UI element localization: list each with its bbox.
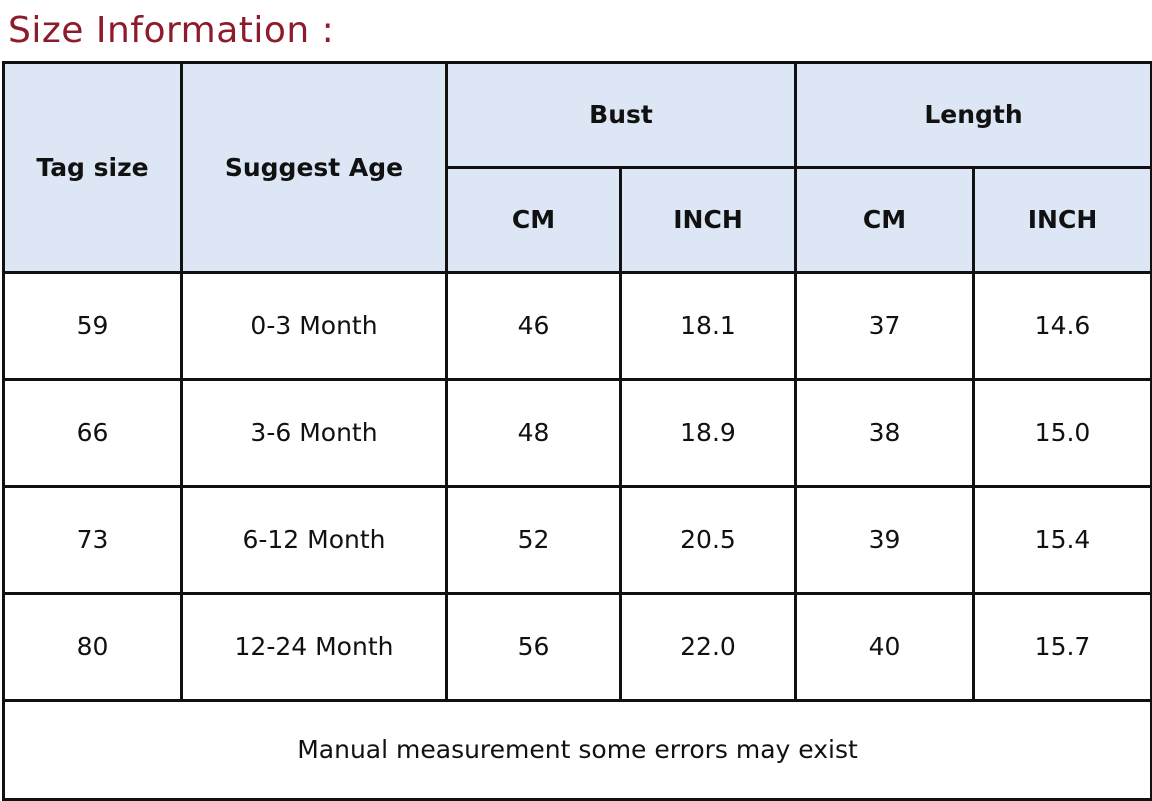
cell-suggest-age: 6-12 Month: [182, 486, 447, 593]
footnote-row: [4, 700, 1152, 799]
cell-length-inch: 15.7: [974, 593, 1152, 700]
cell-bust-inch: 22.0: [621, 593, 796, 700]
header-length-inch: INCH: [974, 167, 1152, 272]
cell-length-cm: 37: [796, 272, 974, 379]
table-header: [4, 62, 1152, 272]
header-suggest-age: Suggest Age: [182, 62, 447, 272]
cell-bust-cm: 52: [447, 486, 621, 593]
header-row-groups: [4, 62, 1152, 167]
header-length-cm: CM: [796, 167, 974, 272]
header-bust: Bust: [447, 62, 796, 167]
cell-length-cm: 39: [796, 486, 974, 593]
cell-suggest-age: 0-3 Month: [182, 272, 447, 379]
cell-length-inch: 14.6: [974, 272, 1152, 379]
cell-bust-cm: 46: [447, 272, 621, 379]
footnote-text: Manual measurement some errors may exist: [4, 700, 1152, 799]
size-chart-table: [2, 61, 1152, 801]
header-tag-size: Tag size: [4, 62, 182, 272]
table-footer: [4, 700, 1152, 799]
cell-tag-size: 80: [4, 593, 182, 700]
cell-length-inch: 15.0: [974, 379, 1152, 486]
cell-length-cm: 40: [796, 593, 974, 700]
table-row: [4, 486, 1152, 593]
cell-bust-inch: 18.9: [621, 379, 796, 486]
cell-length-inch: 15.4: [974, 486, 1152, 593]
table-body: [4, 272, 1152, 700]
cell-tag-size: 59: [4, 272, 182, 379]
cell-length-cm: 38: [796, 379, 974, 486]
cell-bust-inch: 18.1: [621, 272, 796, 379]
header-bust-inch: INCH: [621, 167, 796, 272]
cell-bust-cm: 56: [447, 593, 621, 700]
header-length: Length: [796, 62, 1152, 167]
table-row: [4, 379, 1152, 486]
cell-tag-size: 73: [4, 486, 182, 593]
page-title: Size Information :: [8, 10, 335, 51]
cell-tag-size: 66: [4, 379, 182, 486]
cell-bust-inch: 20.5: [621, 486, 796, 593]
cell-bust-cm: 48: [447, 379, 621, 486]
header-bust-cm: CM: [447, 167, 621, 272]
table-row: [4, 272, 1152, 379]
cell-suggest-age: 3-6 Month: [182, 379, 447, 486]
cell-suggest-age: 12-24 Month: [182, 593, 447, 700]
table-row: [4, 593, 1152, 700]
